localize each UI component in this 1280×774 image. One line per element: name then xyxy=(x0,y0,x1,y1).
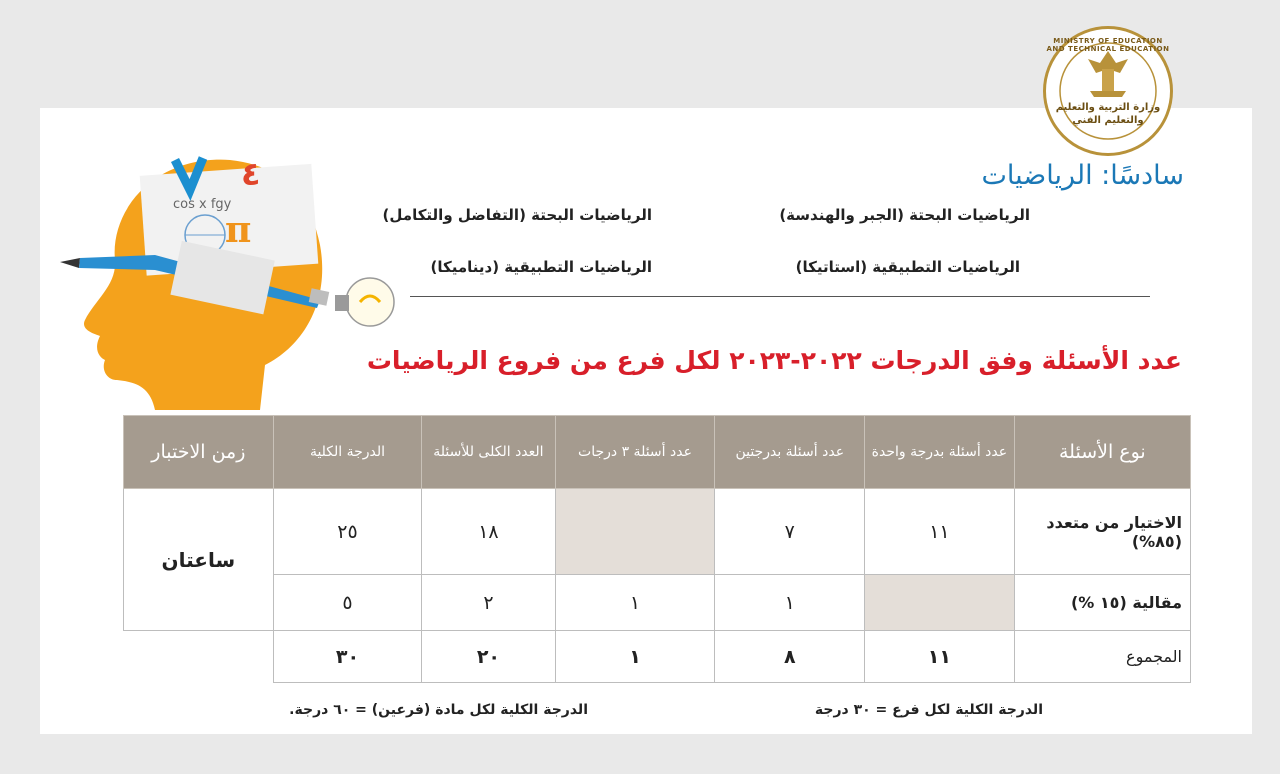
svg-text:π: π xyxy=(225,209,252,251)
logo-arabic-name: وزارة التربية والتعليم والتعليم الفني xyxy=(1055,102,1161,126)
branch-statics: الرياضيات التطبيقية (استاتيكا) xyxy=(795,258,1020,276)
branch-algebra-geometry: الرياضيات البحتة (الجبر والهندسة) xyxy=(779,206,1030,224)
footnote-per-branch: الدرجة الكلية لكل فرع = ٣٠ درجة xyxy=(814,702,1043,718)
cell-sum: ٣٠ xyxy=(273,631,422,683)
section-title: سادسًا: الرياضيات xyxy=(981,160,1184,191)
empty-corner-cell xyxy=(124,631,274,683)
row-label-essay: مقالية (١٥ %) xyxy=(1014,575,1190,631)
cell-value: ٢٥ xyxy=(273,489,422,575)
header-three-marks: عدد أسئلة ٣ درجات xyxy=(555,416,715,489)
cell-empty-shaded xyxy=(555,489,715,575)
header-total-questions: العدد الكلى للأسئلة xyxy=(422,416,555,489)
header-total-grade: الدرجة الكلية xyxy=(273,416,422,489)
logo-ring-text: MINISTRY OF EDUCATION AND TECHNICAL EDUCATION xyxy=(1046,37,1170,53)
exam-time-cell: ساعتان xyxy=(124,489,274,631)
header-one-mark: عدد أسئلة بدرجة واحدة xyxy=(865,416,1015,489)
branch-calculus: الرياضيات البحتة (التفاضل والتكامل) xyxy=(382,206,652,224)
grades-table xyxy=(123,415,1191,683)
cell-empty-shaded xyxy=(865,575,1015,631)
table-row xyxy=(124,489,1191,575)
math-head-illustration xyxy=(55,150,405,415)
svg-text:٤: ٤ xyxy=(241,155,261,193)
cell-value: ٥ xyxy=(273,575,422,631)
table-header-row xyxy=(124,416,1191,489)
branch-dynamics: الرياضيات التطبيقية (ديناميكا) xyxy=(430,258,652,276)
cell-value: ٢ xyxy=(422,575,555,631)
table-sum-row xyxy=(124,631,1191,683)
cell-value: ١ xyxy=(555,575,715,631)
header-question-type: نوع الأسئلة xyxy=(1014,416,1190,489)
svg-text:cos x fgy: cos x fgy xyxy=(173,197,232,212)
cell-sum: ٢٠ xyxy=(422,631,555,683)
header-two-marks: عدد أسئلة بدرجتين xyxy=(715,416,865,489)
header-exam-time: زمن الاختبار xyxy=(124,416,274,489)
ministry-logo xyxy=(1043,26,1173,156)
footnote-per-subject: الدرجة الكلية لكل مادة (فرعين) = ٦٠ درجة. xyxy=(289,702,588,718)
cell-value: ٧ xyxy=(715,489,865,575)
row-label-mcq: الاختيار من متعدد (٨٥%) xyxy=(1014,489,1190,575)
divider-line xyxy=(410,296,1150,297)
main-heading: عدد الأسئلة وفق الدرجات ٢٠٢٢-٢٠٢٣ لكل فرع من فروع الرياضيات xyxy=(366,346,1182,375)
cell-value: ١١ xyxy=(865,489,1015,575)
cell-value: ١ xyxy=(715,575,865,631)
cell-sum: ١ xyxy=(555,631,715,683)
cell-sum: ٨ xyxy=(715,631,865,683)
cell-value: ١٨ xyxy=(422,489,555,575)
cell-sum: ١١ xyxy=(865,631,1015,683)
row-label-sum: المجموع xyxy=(1014,631,1190,683)
table-row xyxy=(124,575,1191,631)
